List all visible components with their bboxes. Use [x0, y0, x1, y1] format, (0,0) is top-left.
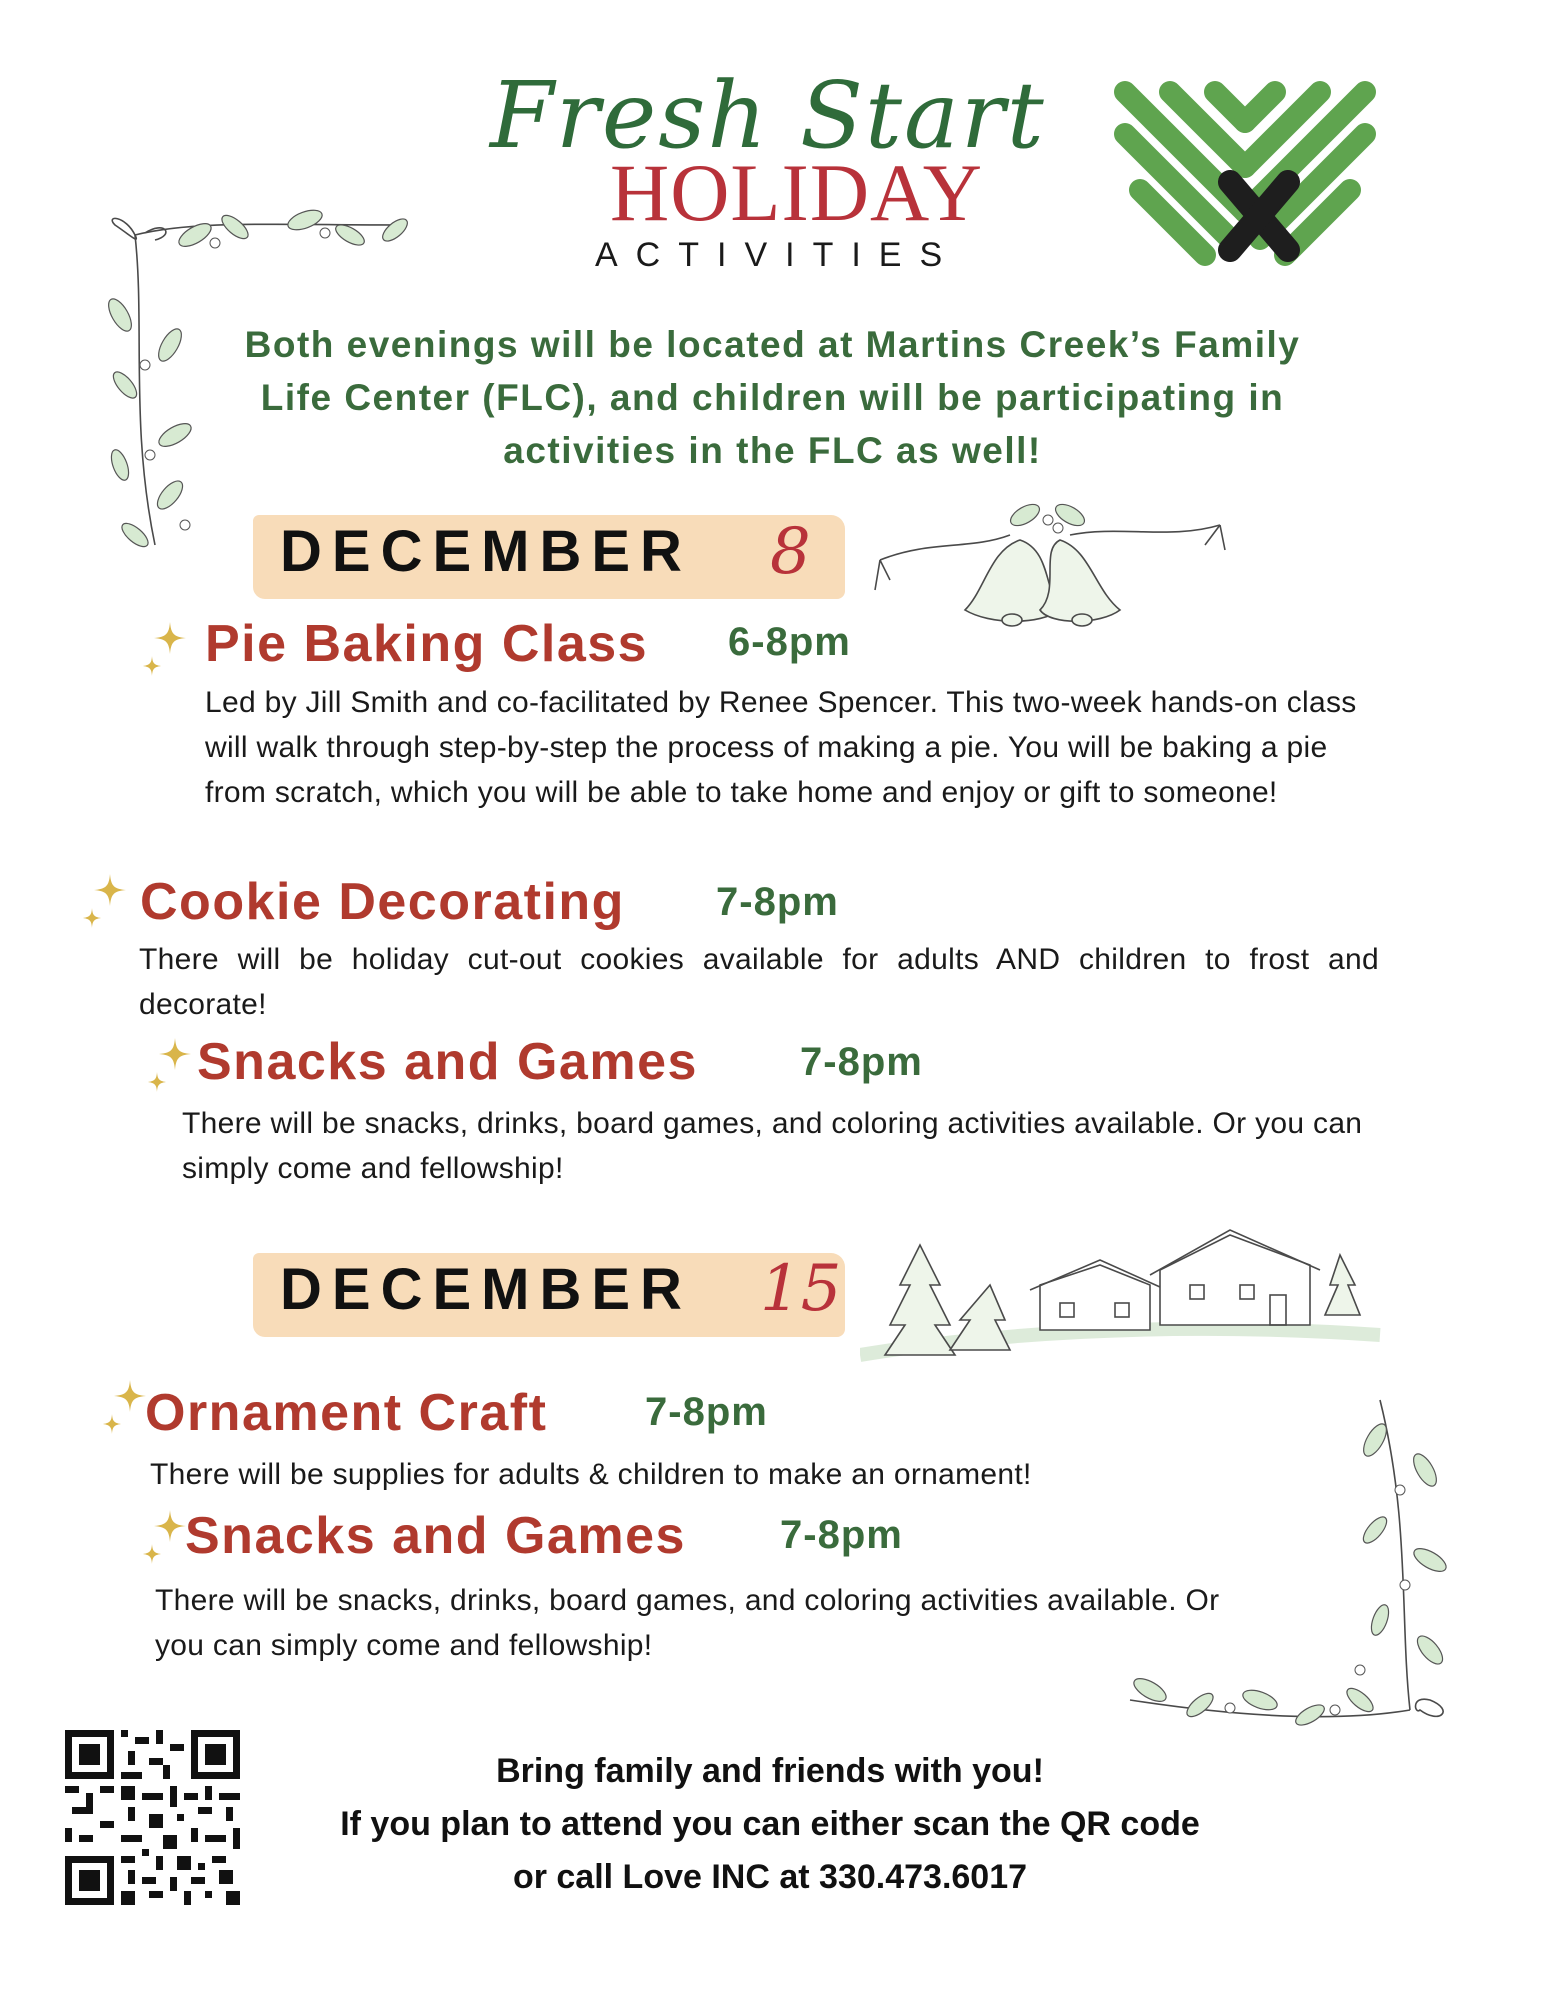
event-title-snacks-games-dec15: Snacks and Games — [185, 1507, 686, 1565]
event-desc-snacks-games-dec15: There will be snacks, drinks, board games, and coloring activities available. Or you can simply come and fellowship! — [155, 1584, 1220, 1662]
event-title-cookie-decorating: Cookie Decorating — [140, 873, 625, 931]
date-day-dec8: 8 — [770, 515, 811, 589]
event-time-snacks-games-dec8: 7-8pm — [800, 1040, 923, 1084]
winter-village-icon — [860, 1225, 1385, 1375]
event-title-snacks-games-dec8: Snacks and Games — [197, 1033, 698, 1091]
event-time-cookie-decorating: 7-8pm — [716, 880, 839, 924]
sparkle-icon — [80, 872, 128, 932]
date-word-dec15: DECEMBER — [280, 1257, 692, 1322]
footer-line-3: or call Love INC at 330.473.6017 — [512, 1858, 1028, 1896]
script-title: Fresh Start — [490, 62, 1046, 169]
date-day-dec15: 15 — [760, 1252, 842, 1326]
activities-subtitle: ACTIVITIES — [595, 236, 961, 274]
qr-code[interactable] — [65, 1730, 240, 1905]
bells-icon — [870, 480, 1230, 650]
event-time-ornament-craft: 7-8pm — [645, 1390, 768, 1434]
date-word-dec8: DECEMBER — [280, 519, 692, 584]
event-desc-cookie-decorating: There will be holiday cut-out cookies available for adults AND children to frost and decorate! — [139, 943, 1379, 1021]
sparkle-icon — [140, 620, 188, 680]
footer-line-1: Bring family and friends with you! — [496, 1752, 1044, 1790]
event-desc-snacks-games-dec8: There will be snacks, drinks, board games, and coloring activities available. Or you can simply come and fellowship! — [182, 1107, 1363, 1185]
sparkle-icon — [140, 1508, 188, 1568]
event-time-snacks-games-dec15: 7-8pm — [780, 1513, 903, 1557]
event-title-ornament-craft: Ornament Craft — [145, 1384, 548, 1442]
event-desc-ornament-craft: There will be supplies for adults & children to make an ornament! — [150, 1458, 1032, 1491]
footer-line-2: If you plan to attend you can either scan the QR code — [340, 1805, 1200, 1843]
event-desc-pie-baking: Led by Jill Smith and co-facilitated by Renee Spencer. This two-week hands-on class will walk through step-by-step the process of making a pie. You will be baking a pie from scratch, which you will be able to take home and enjoy or gift to someone! — [205, 686, 1357, 809]
footer — [245, 1745, 1295, 1904]
sparkle-icon — [145, 1036, 193, 1096]
event-title-pie-baking: Pie Baking Class — [205, 615, 649, 673]
holiday-title: HOLIDAY — [610, 147, 983, 238]
intro-text: Both evenings will be located at Martins Creek’s Family Life Center (FLC), and children will be participating in activities in the FLC as well! — [244, 324, 1301, 471]
heart-cross-logo-icon — [1110, 72, 1380, 287]
mistletoe-bottom-right-decoration — [1110, 1380, 1470, 1740]
sparkle-icon — [100, 1378, 148, 1438]
event-time-pie-baking: 6-8pm — [728, 620, 851, 664]
